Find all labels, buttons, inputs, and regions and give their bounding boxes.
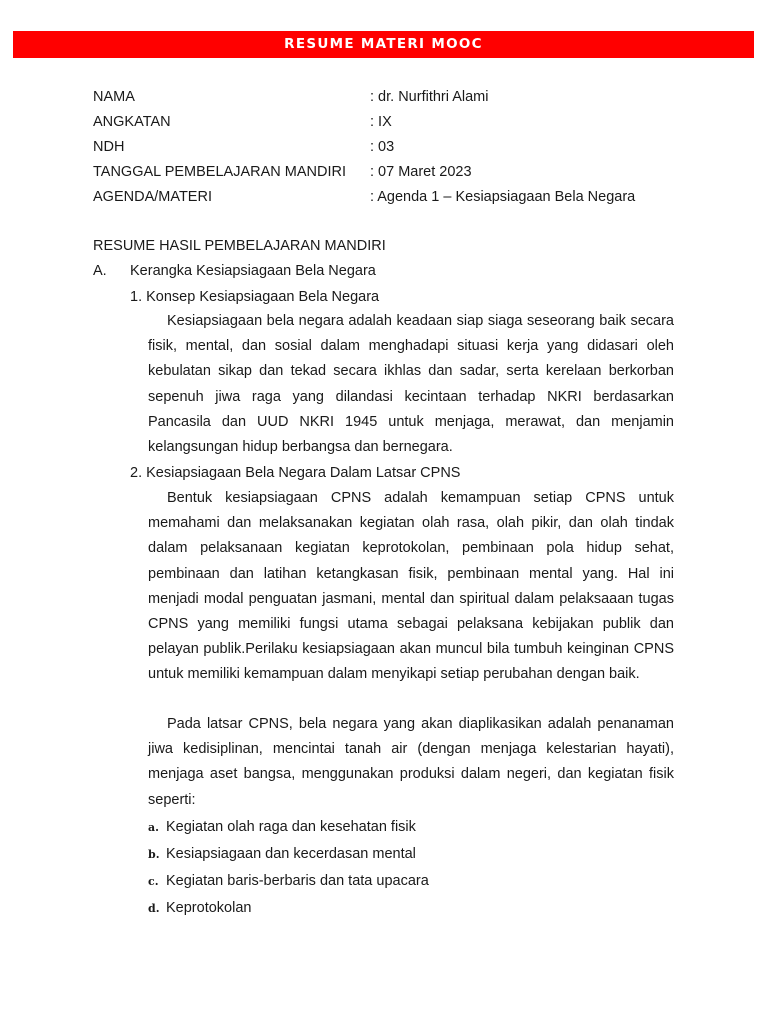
list-item (148, 896, 429, 923)
list-item-text: Kegiatan olah raga dan kesehatan fisik (166, 819, 416, 835)
list-item (148, 869, 429, 896)
identity-label: NDH (93, 139, 125, 155)
list-marker: c. (148, 875, 159, 888)
identity-label: NAMA (93, 89, 135, 105)
section-a-title: Kerangka Kesiapsiagaan Bela Negara (130, 263, 376, 279)
section-a-heading (93, 259, 376, 284)
list-item (148, 815, 429, 842)
identity-row-agenda (93, 185, 635, 210)
identity-row-ndh (93, 135, 635, 160)
identity-value: : dr. Nurfithri Alami (370, 89, 489, 105)
list-marker: d. (148, 902, 160, 915)
identity-label: ANGKATAN (93, 114, 171, 130)
identity-value: : 07 Maret 2023 (370, 164, 472, 180)
document-title: RESUME MATERI MOOC (284, 36, 483, 52)
subsection-2-paragraph-1: Bentuk kesiapsiagaan CPNS adalah kemampuan setiap CPNS untuk memahami dan melaksanakan kegiatan olah rasa, olah pikir, dan olah tindak dalam pelaksanaan kegiatan keprotokolan, pembinaan pola hidup sehat, pembinaan dan latihan ketangkasan fisik, pembinaan mental yang. Hal ini menjadi modal penguatan jasmani, mental dan spiritual dalam pelaksaaan tugas CPNS yang memiliki fungsi utama sebagai pelaksana kebijakan publik dan pelayan publik.Perilaku kesiapsiagaan akan muncul bila tumbuh keinginan CPNS untuk memiliki kemampuan dalam menyikapi setiap perubahan dengan baik. (148, 490, 674, 683)
identity-row-angkatan (93, 110, 635, 135)
subsection-2-paragraph-2: Pada latsar CPNS, bela negara yang akan diaplikasikan adalah penanaman jiwa kedisiplinan, mencintai tanah air (dengan menjaga kelestarian hayati), menjaga aset bangsa, menggunakan produksi dalam negeri, dan kegiatan fisik seperti: (148, 716, 674, 808)
resume-title: RESUME HASIL PEMBELAJARAN MANDIRI (93, 238, 386, 254)
list-item-text: Keprotokolan (166, 900, 252, 916)
identity-value: : Agenda 1 – Kesiapsiagaan Bela Negara (370, 189, 636, 205)
list-item (148, 842, 429, 869)
identity-label: AGENDA/MATERI (93, 189, 212, 205)
identity-row-tanggal (93, 160, 635, 185)
document-title-banner (13, 31, 754, 58)
list-item-text: Kegiatan baris-berbaris dan tata upacara (166, 873, 429, 889)
identity-table (93, 85, 635, 210)
list-marker: b. (148, 848, 160, 861)
list-item-text: Kesiapsiagaan dan kecerdasan mental (166, 846, 416, 862)
section-a-marker: A. (93, 263, 107, 279)
identity-value: : 03 (370, 139, 395, 155)
identity-row-nama (93, 85, 635, 110)
subsection-1-heading: 1. Konsep Kesiapsiagaan Bela Negara (130, 289, 380, 305)
subsection-1-paragraph: Kesiapsiagaan bela negara adalah keadaan siap siaga seseorang baik secara fisik, mental, dan sosial dalam menghadapi situasi kerja yang didasari oleh kebulatan sikap dan tekad secara ikhlas dan sadar, serta kerelaan berkorban sepenuh jiwa raga yang dilandasi kecintaan terhadap NKRI berdasarkan Pancasila dan UUD NKRI 1945 untuk menjaga, merawat, dan menjamin kelangsungan hidup berbangsa dan bernegara. (148, 313, 674, 456)
list-marker: a. (148, 821, 159, 834)
activity-list (148, 815, 429, 923)
subsection-2-heading: 2. Kesiapsiagaan Bela Negara Dalam Latsar CPNS (130, 465, 461, 481)
identity-label: TANGGAL PEMBELAJARAN MANDIRI (93, 164, 346, 180)
identity-value: : IX (370, 114, 392, 130)
